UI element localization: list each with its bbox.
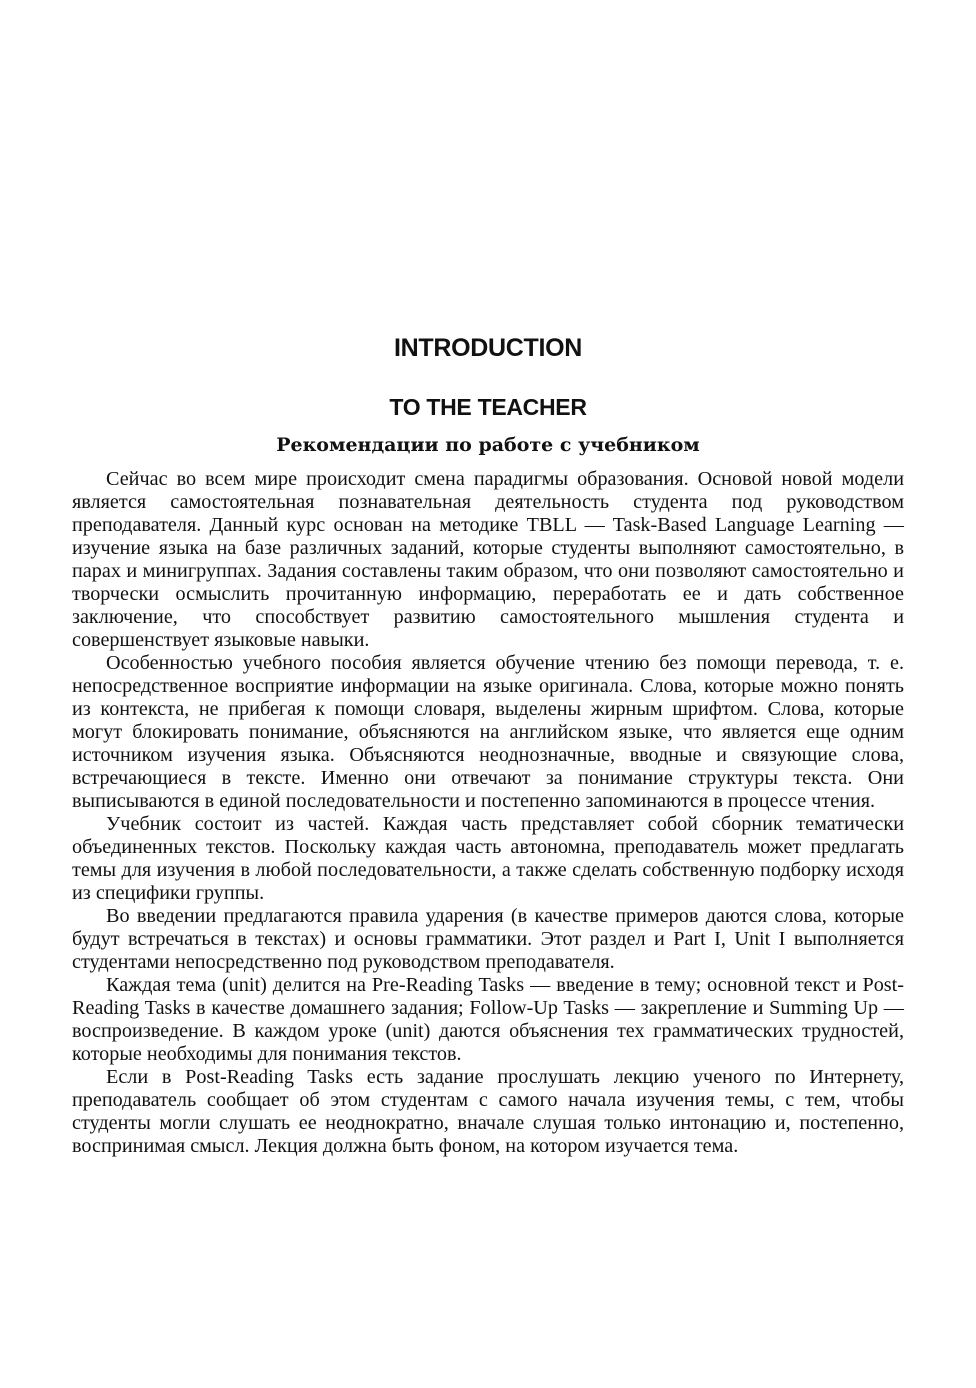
body-text	[72, 468, 904, 1158]
paragraph-2: Особенностью учебного пособия является обучение чтению без помощи перевода, т. е. непосредственное восприятие информации на языке оригинала. Слова, которые можно понять из контекста, не прибегая к помощи словаря, выделены жирным шрифтом. Слова, которые могут блокировать понимание, объясняются на английском языке, что является еще одним источником изучения языка. Объясняются неоднозначные, вводные и связующие слова, встречающиеся в тексте. Именно они отвечают за понимание структуры текста. Они выписываются в единой последовательности и постепенно запоминаются в процессе чтения.	[72, 652, 904, 812]
section-subtitle: Рекомендации по работе с учебником	[276, 434, 700, 456]
paragraph-5: Каждая тема (unit) делится на Pre-Reading Tasks — введение в тему; основной текст и Post-Reading Tasks в качестве домашнего задания; Follow-Up Tasks — закрепление и Summing Up — воспроизведение. В каждом уроке (unit) даются объяснения тех грамматических трудностей, которые необходимы для понимания текстов.	[72, 974, 904, 1065]
section-title: TO THE TEACHER	[389, 394, 587, 420]
paragraph-4: Во введении предлагаются правила ударения (в качестве примеров даются слова, которые будут встречаться в текстах) и основы грамматики. Этот раздел и Part I, Unit I выполняется студентами непосредственно под руководством преподавателя.	[72, 905, 904, 973]
page-title: INTRODUCTION	[393, 334, 583, 362]
paragraph-1: Сейчас во всем мире происходит смена парадигмы образования. Основой новой модели является самостоятельная познавательная деятельность студента под руководством преподавателя. Данный курс основан на методике TBLL — Task-Based Language Learning — изучение языка на базе различных заданий, которые студенты выполняют самостоятельно, в парах и минигруппах. Задания составлены таким образом, что они позволяют самостоятельно и творчески осмыслить прочитанную информацию, переработать ее и дать собственное заключение, что способствует развитию самостоятельного мышления студента и совершенствует языковые навыки.	[72, 468, 904, 651]
paragraph-3: Учебник состоит из частей. Каждая часть представляет собой сборник тематически объединенных текстов. Поскольку каждая часть автономна, преподаватель может предлагать темы для изучения в любой последовательности, а также сделать собственную подборку исходя из специфики группы.	[72, 813, 904, 904]
paragraph-6: Если в Post-Reading Tasks есть задание прослушать лекцию ученого по Интернету, преподаватель сообщает об этом студентам с самого начала изучения темы, с тем, чтобы студенты могли слушать ее неоднократно, вначале слушая только интонацию и, постепенно, воспринимая смысл. Лекция должна быть фоном, на котором изучается тема.	[72, 1066, 904, 1157]
